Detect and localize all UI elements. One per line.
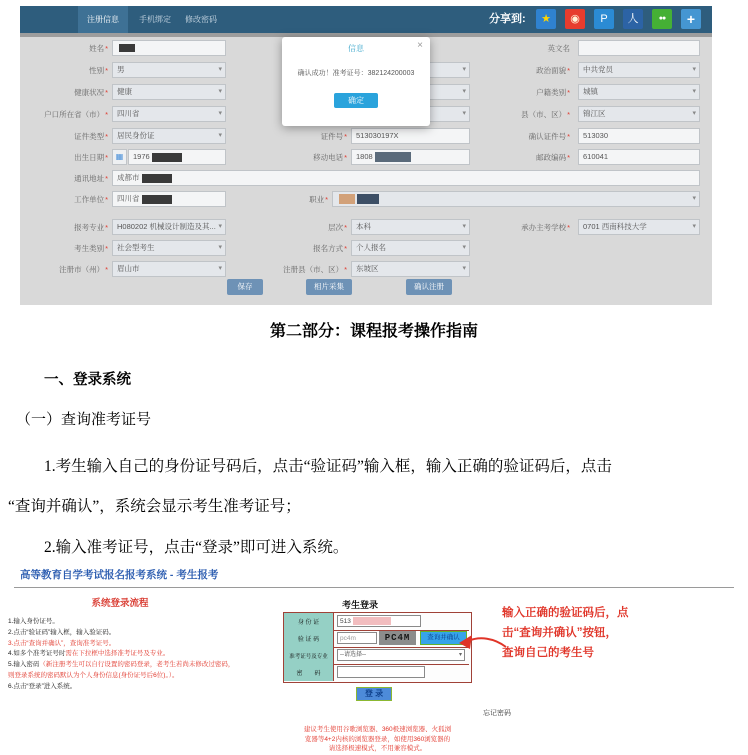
field-value: 四川省 xyxy=(117,109,140,118)
redaction-box xyxy=(152,153,182,162)
field-label xyxy=(248,222,347,233)
captcha-label: 验 证 码 xyxy=(284,630,334,647)
field-value: 居民身份证 xyxy=(117,131,155,140)
field-label xyxy=(248,243,347,254)
field-label xyxy=(466,109,570,120)
login-step-text: 3.点击“查询并确认”，查询准考证号。 xyxy=(8,639,116,647)
doc-subsection-title: （一）查询准考证号 xyxy=(16,412,152,428)
calendar-icon[interactable]: ▦ xyxy=(112,149,127,165)
field-value: 城镇 xyxy=(583,87,598,96)
field-label xyxy=(466,222,570,233)
required-asterisk: * xyxy=(105,174,108,183)
login-step-text: 1.输入身份证号。 xyxy=(8,618,59,625)
field-label-text: 职业 xyxy=(309,195,325,204)
doc-section-title: 一、登录系统 xyxy=(44,372,131,388)
field-label xyxy=(248,152,347,163)
field-label-text: 工作单位 xyxy=(74,195,105,204)
field-label-text: 政治面貌 xyxy=(536,66,567,75)
required-asterisk: * xyxy=(567,66,570,75)
password-label: 密 码 xyxy=(284,664,334,681)
login-step-text: 4.如多个准考证号时 xyxy=(8,650,66,658)
login-step-4 xyxy=(8,649,240,660)
field-value: 成都市 xyxy=(117,173,140,182)
login-step-text: （新注册考生可以自行设置的密码登录，老考生若尚未修改过密码，则登录系统的密码默认为个人身份信息(身份证号后6位)。）。 xyxy=(8,661,235,679)
captcha-image[interactable]: PC4M xyxy=(379,631,416,645)
redaction-box xyxy=(339,194,355,204)
required-asterisk: * xyxy=(344,265,347,274)
field-label-text: 性别 xyxy=(89,66,105,75)
red-arrow-icon xyxy=(458,630,508,654)
renren-icon[interactable]: 人 xyxy=(623,9,643,29)
modal-message: 确认成功！准考证号：382124200003 xyxy=(297,70,415,77)
select-户籍类别-7[interactable] xyxy=(578,84,700,100)
forgot-password-link[interactable]: 忘记密码 xyxy=(483,710,511,717)
field-value: 健康 xyxy=(117,87,132,96)
form-action-button-2[interactable]: 相片采集 xyxy=(306,279,352,295)
field-label xyxy=(20,264,108,275)
login-form-title: 考生登录 xyxy=(341,600,378,610)
field-value: 0701 西南科技大学 xyxy=(583,222,647,231)
required-asterisk: * xyxy=(105,88,108,97)
select-性别-2[interactable] xyxy=(112,62,226,78)
browser-advice-footnote xyxy=(245,725,510,754)
share-to-label: 分享到: xyxy=(489,13,526,25)
field-label-text: 出生日期 xyxy=(74,153,105,162)
required-asterisk: * xyxy=(567,153,570,162)
required-asterisk: * xyxy=(105,153,108,162)
required-asterisk: * xyxy=(105,244,108,253)
login-step-text: 6.点击“登录”进入系统。 xyxy=(8,682,77,690)
login-step-5 xyxy=(8,660,240,682)
login-row-id xyxy=(284,613,469,631)
field-label xyxy=(20,109,108,120)
field-label-text: 报考专业 xyxy=(74,223,105,232)
required-asterisk: * xyxy=(344,223,347,232)
input-通讯地址-17[interactable] xyxy=(112,170,700,186)
required-asterisk: * xyxy=(567,88,570,97)
field-value: 个人报名 xyxy=(356,243,386,252)
registration-navbar xyxy=(20,6,712,33)
nav-tab-3[interactable]: 修改密码 xyxy=(185,15,217,24)
field-label-text: 承办主考学校 xyxy=(521,223,567,232)
field-label xyxy=(20,43,108,54)
select-考生类别-23[interactable] xyxy=(112,240,226,256)
required-asterisk: * xyxy=(344,244,347,253)
login-step-2 xyxy=(8,628,240,639)
field-label xyxy=(20,194,108,205)
field-label-text: 移动电话 xyxy=(313,153,344,162)
wechat-icon[interactable]: ●● xyxy=(652,9,672,29)
required-asterisk: * xyxy=(105,132,108,141)
login-step-text: 2.点击“验证码”输入框，输入验证码。 xyxy=(8,628,116,636)
nav-tab-1[interactable]: 注册信息 xyxy=(78,6,128,33)
captcha-input[interactable]: pc4m xyxy=(337,632,377,644)
login-flow-title: 系统登录流程 xyxy=(91,598,149,609)
input-姓名-0[interactable] xyxy=(112,40,226,56)
modal-title: 信息 xyxy=(348,44,364,53)
field-label-text: 县（市、区） xyxy=(521,110,567,119)
field-label-text: 通讯地址 xyxy=(74,174,105,183)
redaction-box xyxy=(142,195,172,204)
annotation-line-3: 查询自己的考生号 xyxy=(502,647,594,659)
select-注册县（市、区）-26[interactable] xyxy=(351,261,470,277)
ticket-select[interactable]: --请选择-- ▾ xyxy=(337,649,465,661)
field-label xyxy=(20,65,108,76)
select-承办主考学校-22[interactable] xyxy=(578,219,700,235)
field-label-text: 注册县（市、区） xyxy=(283,265,344,274)
field-value: 本科 xyxy=(356,222,371,231)
field-value: 东坡区 xyxy=(356,264,379,273)
required-asterisk: * xyxy=(105,223,108,232)
required-asterisk: * xyxy=(105,44,108,53)
tencent-weibo-icon[interactable]: P xyxy=(594,9,614,29)
close-icon[interactable]: × xyxy=(417,40,423,51)
select-报名方式-24[interactable] xyxy=(351,240,470,256)
doc-paragraph-1-line-2: “查询并确认”，系统会显示考生准考证号； xyxy=(8,498,301,515)
select-县（市、区）-10[interactable] xyxy=(578,106,700,122)
field-label-text: 注册市（州） xyxy=(59,265,105,274)
weibo-icon[interactable]: ◉ xyxy=(565,9,585,29)
field-label-text: 户口所在省（市） xyxy=(44,110,105,119)
field-label xyxy=(20,243,108,254)
select-注册市（州）-25[interactable] xyxy=(112,261,226,277)
field-value: 中共党员 xyxy=(583,65,613,74)
select-健康状况-5[interactable] xyxy=(112,84,226,100)
footnote-line-3: 请选择极速模式，不用兼容模式。 xyxy=(328,745,427,752)
field-value: 610041 xyxy=(583,152,609,161)
annotation-line-1: 输入正确的验证码后，点 xyxy=(502,607,629,619)
field-label-text: 邮政编码 xyxy=(536,153,567,162)
field-value: 1808 xyxy=(356,152,373,161)
required-asterisk: * xyxy=(325,195,328,204)
redaction-box xyxy=(353,617,391,625)
query-confirm-button[interactable]: 查询并确认 xyxy=(420,631,467,645)
field-label-text: 证件号 xyxy=(320,132,344,141)
required-asterisk: * xyxy=(344,132,347,141)
redaction-box xyxy=(119,44,135,52)
red-annotation xyxy=(502,603,654,663)
field-label xyxy=(20,222,108,233)
share-more-icon[interactable]: + xyxy=(681,9,701,29)
input-英文名-1[interactable] xyxy=(578,40,700,56)
login-step-3 xyxy=(8,639,240,650)
form-action-button-1[interactable]: 保存 xyxy=(227,279,263,295)
login-row-password xyxy=(284,664,469,681)
field-value: 四川省 xyxy=(117,194,140,203)
id-number-input[interactable] xyxy=(337,615,421,627)
input-工作单位-18[interactable] xyxy=(112,191,226,207)
nav-tab-2[interactable]: 手机绑定 xyxy=(139,15,171,24)
field-label xyxy=(248,131,347,142)
required-asterisk: * xyxy=(105,66,108,75)
field-label-text: 姓名 xyxy=(89,44,105,53)
login-step-text: 需在下拉框中选择准考证号及专业。 xyxy=(65,650,170,658)
field-label-text: 健康状况 xyxy=(74,88,105,97)
field-value: 1976 xyxy=(133,152,150,161)
field-value: 513030 xyxy=(583,131,609,140)
field-label xyxy=(20,152,108,163)
select-政治面貌-4[interactable] xyxy=(578,62,700,78)
id-number-value: 513 xyxy=(340,618,351,625)
input-出生日期-14[interactable] xyxy=(128,149,226,165)
login-step-1 xyxy=(8,617,240,628)
field-label-text: 考生类别 xyxy=(74,244,105,253)
field-value: 锦江区 xyxy=(583,109,606,118)
field-value: 眉山市 xyxy=(117,264,140,273)
success-modal xyxy=(282,37,430,126)
system-title-link[interactable]: 高等教育自学考试报名报考系统 - 考生报考 xyxy=(20,569,219,581)
required-asterisk: * xyxy=(567,110,570,119)
doc-heading: 第二部分：课程报考操作指南 xyxy=(269,323,478,340)
password-input[interactable] xyxy=(337,666,425,678)
id-number-label: 身 份 证 xyxy=(284,613,334,630)
redaction-box xyxy=(357,194,379,204)
required-asterisk: * xyxy=(105,265,108,274)
field-label xyxy=(248,264,347,275)
field-label xyxy=(466,87,570,98)
input-移动电话-15[interactable] xyxy=(351,149,470,165)
field-label-text: 英文名 xyxy=(547,44,570,53)
footnote-line-1: 建议考生使用谷歌浏览器、360极速浏览器、火狐浏 xyxy=(303,726,452,733)
footnote-line-2: 览器等4+2内核的浏览器登录，如使用360浏览器的 xyxy=(304,735,451,743)
field-value: 男 xyxy=(117,65,125,74)
field-value: 社会型考生 xyxy=(117,243,155,252)
login-row-ticket xyxy=(284,647,469,665)
qzone-icon[interactable]: ★ xyxy=(536,9,556,29)
login-step-6 xyxy=(8,682,240,693)
field-label xyxy=(466,65,570,76)
field-label xyxy=(20,173,108,184)
field-label xyxy=(466,152,570,163)
input-确认证件号-13[interactable] xyxy=(578,128,700,144)
required-asterisk: * xyxy=(105,110,108,119)
login-step-text: 5.输入密码 xyxy=(8,661,40,669)
field-value: 513030197X xyxy=(356,131,399,140)
field-value: H080202 机械设计制造及其... xyxy=(117,222,216,231)
redaction-box xyxy=(142,174,172,183)
form-action-button-3[interactable]: 确认注册 xyxy=(406,279,452,295)
field-label-text: 报名方式 xyxy=(313,244,344,253)
required-asterisk: * xyxy=(567,223,570,232)
field-label xyxy=(466,131,570,142)
field-label-text: 证件类型 xyxy=(74,132,105,141)
select-户口所在省（市）-8[interactable] xyxy=(112,106,226,122)
field-label xyxy=(466,43,570,54)
field-label xyxy=(20,131,108,142)
required-asterisk: * xyxy=(344,153,347,162)
redaction-box xyxy=(375,152,411,162)
input-邮政编码-16[interactable] xyxy=(578,149,700,165)
horizontal-rule xyxy=(14,587,734,588)
select-职业-19[interactable] xyxy=(332,191,700,207)
field-label xyxy=(20,87,108,98)
field-label xyxy=(248,194,328,205)
ticket-label: 准考证号及专业 xyxy=(284,647,334,664)
doc-paragraph-2: 2.输入准考证号，点击“登录”即可进入系统。 xyxy=(44,539,349,556)
field-label-text: 确认证件号 xyxy=(528,132,567,141)
field-label-text: 户籍类别 xyxy=(536,88,567,97)
select-证件类型-11[interactable] xyxy=(112,128,226,144)
doc-paragraph-1-line-1: 1.考生输入自己的身份证号码后，点击“验证码”输入框，输入正确的验证码后，点击 xyxy=(44,458,612,475)
required-asterisk: * xyxy=(567,132,570,141)
input-证件号-12[interactable] xyxy=(351,128,470,144)
field-label-text: 层次 xyxy=(328,223,344,232)
required-asterisk: * xyxy=(105,195,108,204)
login-button[interactable]: 登 录 xyxy=(356,687,392,701)
select-报考专业-20[interactable] xyxy=(112,219,226,235)
login-row-captcha xyxy=(284,630,469,648)
login-table xyxy=(283,612,472,683)
select-层次-21[interactable] xyxy=(351,219,470,235)
annotation-line-2: 击“查询并确认”按钮， xyxy=(502,627,617,639)
login-steps xyxy=(8,617,240,693)
modal-ok-button[interactable]: 确定 xyxy=(334,93,378,108)
